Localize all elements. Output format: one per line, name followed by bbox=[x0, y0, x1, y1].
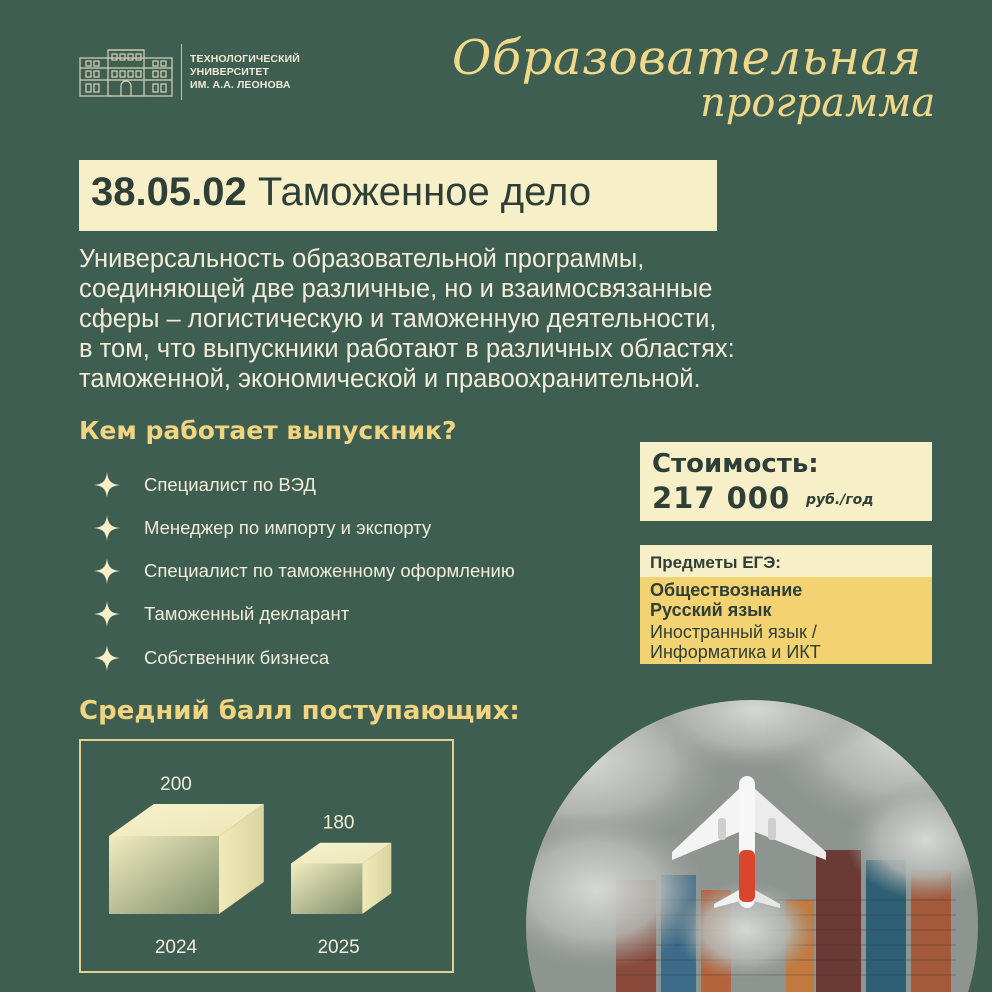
job-label: Специалист по ВЭД bbox=[144, 474, 316, 495]
cost-value: 217 000 bbox=[652, 481, 791, 515]
job-list-item bbox=[94, 600, 349, 628]
bar-value-label: 180 bbox=[322, 812, 355, 834]
score-heading: Средний балл поступающих: bbox=[79, 696, 520, 726]
program-description bbox=[79, 244, 909, 394]
four-point-star-icon bbox=[94, 601, 120, 627]
program-title bbox=[91, 170, 591, 215]
description-line: Универсальность образовательной программы, bbox=[79, 245, 645, 273]
category-label: 2025 bbox=[317, 937, 360, 958]
score-chart bbox=[79, 739, 454, 973]
jobs-heading: Кем работает выпускник? bbox=[79, 416, 457, 445]
chart-bar bbox=[109, 804, 264, 914]
program-name: Таможенное дело bbox=[257, 170, 592, 214]
bar-front-face bbox=[109, 836, 219, 914]
chart-bar bbox=[291, 843, 391, 914]
bar-value-label: 200 bbox=[160, 774, 192, 795]
job-list-item bbox=[94, 471, 316, 499]
four-point-star-icon bbox=[94, 558, 120, 584]
university-name-line-2: УНИВЕРСИТЕТ bbox=[190, 66, 270, 78]
cost-label: Стоимость: bbox=[652, 449, 819, 479]
airplane-port-photo bbox=[526, 700, 978, 992]
exam-optional: Информатика и ИКТ bbox=[650, 642, 821, 662]
university-name bbox=[190, 53, 300, 92]
program-code: 38.05.02 bbox=[91, 170, 247, 214]
four-point-star-icon bbox=[94, 645, 120, 671]
job-label: Собственник бизнеса bbox=[144, 647, 330, 668]
description-line: таможенной, экономической и правоохранительной. bbox=[79, 365, 701, 393]
university-building-icon bbox=[78, 46, 174, 98]
cost-unit: руб./год bbox=[806, 492, 874, 508]
exam-optional: Иностранный язык / bbox=[650, 622, 817, 642]
exams-heading: Предметы ЕГЭ: bbox=[650, 553, 781, 572]
job-list-item bbox=[94, 514, 431, 542]
job-label: Таможенный декларант bbox=[144, 603, 350, 624]
four-point-star-icon bbox=[94, 472, 120, 498]
job-list-item bbox=[94, 644, 329, 672]
university-name-line-1: ТЕХНОЛОГИЧЕСКИЙ bbox=[190, 53, 300, 65]
description-line: в том, что выпускники работают в различных областях: bbox=[79, 335, 735, 363]
university-name-line-3: ИМ. А.А. ЛЕОНОВА bbox=[190, 79, 291, 91]
description-line: сферы – логистическую и таможенную деятельности, bbox=[79, 305, 717, 333]
category-label: 2024 bbox=[154, 937, 198, 958]
logo-divider bbox=[181, 44, 182, 100]
job-label: Специалист по таможенному оформлению bbox=[144, 560, 515, 581]
page-title-line-1: Образовательная bbox=[452, 30, 922, 86]
exam-required: Обществознание bbox=[650, 580, 803, 600]
bar-front-face bbox=[291, 863, 362, 914]
exam-required: Русский язык bbox=[650, 600, 772, 620]
job-list-item bbox=[94, 557, 515, 585]
four-point-star-icon bbox=[94, 515, 120, 541]
job-label: Менеджер по импорту и экспорту bbox=[144, 517, 432, 538]
description-line: соединяющей две различные, но и взаимосвязанные bbox=[79, 275, 713, 303]
page-title-line-2: программа bbox=[700, 80, 936, 126]
